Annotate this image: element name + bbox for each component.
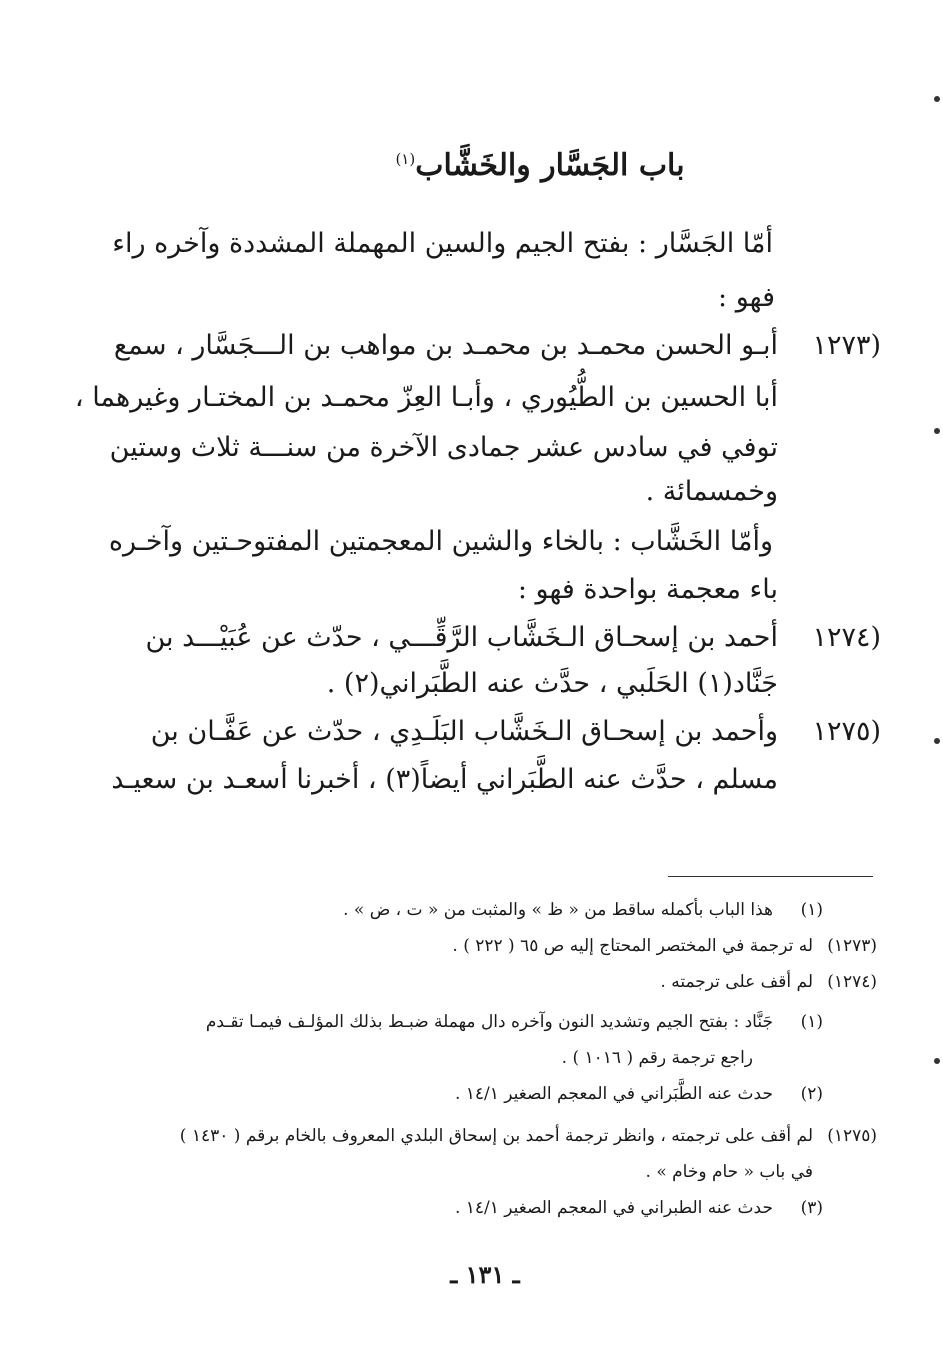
footnote-text: لم أقف على ترجمته .: [660, 972, 813, 992]
footnote-number: (١٢٧٣): [827, 936, 877, 956]
entry-1273-line-2: أبا الحسين بن الطُّيُوري ، وأبـا العِزّ محمـد بن المختـار وغيرهما ،: [74, 382, 778, 413]
entry-1274-line-2: جَنَّاد(١) الحَلَبي ، حدَّث عنه الطَّبَراني(٢) .: [326, 668, 778, 699]
footnote-text: حدث عنه الطَّبَراني في المعجم الصغير ١٤/١ .: [454, 1084, 773, 1104]
chapter-heading: [190, 148, 890, 183]
footnote-text: جَنَّاد : بفتح الجيم وتشديد النون وآخره دال مهملة ضبـط بذلك المؤلـف فيمـا تقـدم: [205, 1012, 773, 1032]
margin-dot: [934, 1058, 940, 1064]
footnote-continuation: في باب « حام وخام » .: [645, 1162, 813, 1182]
footnote-number: (٣): [800, 1198, 823, 1218]
entry-number-1275: (١٢٧٥: [812, 716, 881, 747]
footnote-text: له ترجمة في المختصر المحتاج إليه ص ٦٥ ( ٢٢٢ ) .: [452, 936, 813, 956]
footnote-number: (٢): [800, 1084, 823, 1104]
intro-khashab-line-2: باء معجمة بواحدة فهو :: [517, 574, 778, 605]
footnote-separator: [668, 876, 873, 877]
entry-number-1273: (١٢٧٣: [812, 330, 881, 361]
entry-1273-line-4: وخمسمائة .: [645, 476, 778, 507]
footnote-text: هذا الباب بأكمله ساقط من « ظ » والمثبت من « ت ، ض » .: [343, 900, 773, 920]
footnote-number: (١): [800, 900, 823, 920]
heading-footnote-ref: (١): [395, 150, 416, 168]
margin-dot: [934, 428, 940, 434]
entry-1273-line-3: توفي في سادس عشر جمادى الآخرة من سنـــة ثلاث وستين: [109, 432, 778, 463]
heading-text: باب الجَسَّار والخَشَّاب: [415, 148, 685, 183]
footnote-text: لم أقف على ترجمته ، وانظر ترجمة أحمد بن إسحاق البلدي المعروف بالخام برقم ( ١٤٣٠ ): [179, 1126, 813, 1146]
footnote-number: (١٢٧٥): [827, 1126, 877, 1146]
footnote-text: حدث عنه الطبراني في المعجم الصغير ١٤/١ .: [454, 1198, 773, 1218]
intro-jassar-line-1: أمّا الجَسَّار : بفتح الجيم والسين المهملة المشددة وآخره راء: [112, 228, 773, 259]
margin-dot: [934, 96, 940, 102]
intro-khashab-line-1: وأمّا الخَشَّاب : بالخاء والشين المعجمتين المفتوحـتين وآخـره: [108, 526, 773, 557]
entry-1274-line-1: أحمد بن إسحـاق الـخَشَّاب الرَّقِّـــي ، حدّث عن عُبَيْـــد بن: [145, 622, 778, 653]
page-number: ـ ١٣١ ـ: [450, 1260, 520, 1289]
footnote-number: (١٢٧٤): [827, 972, 877, 992]
footnote-continuation: راجع ترجمة رقم ( ١٠١٦ ) .: [561, 1048, 753, 1068]
entry-1273-line-1: أبـو الحسن محمـد بن محمـد بن مواهب بن الـــجَسَّار ، سمع: [113, 330, 778, 361]
intro-jassar-line-2: فهو :: [718, 282, 775, 313]
entry-number-1274: (١٢٧٤: [812, 622, 881, 653]
entry-1275-line-1: وأحمد بن إسحـاق الـخَشَّاب البَلَـدِي ، حدّث عن عَفَّـان بن: [150, 716, 778, 747]
margin-dot: [934, 738, 940, 744]
footnote-number: (١): [800, 1012, 823, 1032]
entry-1275-line-2: مسلم ، حدَّث عنه الطَّبَراني أيضاً(٣) ، أخبرنا أسعـد بن سعيـد: [111, 764, 778, 795]
